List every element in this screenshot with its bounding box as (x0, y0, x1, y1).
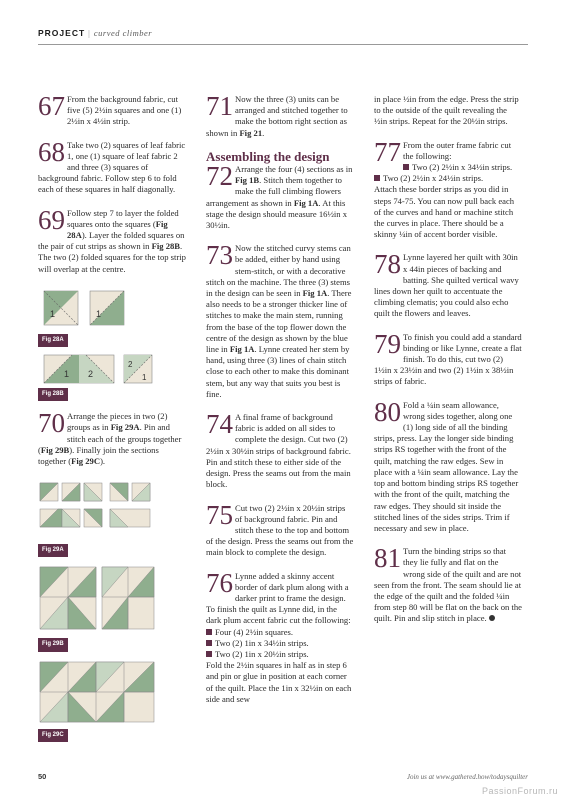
fig-29a-label: Fig 29A (38, 544, 68, 557)
header-separator: | (88, 28, 91, 38)
fig-28b-num: 1 (64, 369, 70, 380)
step-text: Now the stitched curvy stems can be added, either by hand using stem-stitch, or with a decorative stitch on the machine. The three (3) stems in the design can be seen in Fig 1A. There also needs to be a stronger thicker line of stitches to make the main stem, running from the base of the top flower down the centre of the design as shown by the blue line in Fig 1A. Lynne created her stem by hand, using three (3) lines of chain stitch close to each other to make this dominant stem, but any way that suits you best is fine. (206, 243, 352, 399)
step-text-continued: Attach these border strips as you did in steps 74-75. You can now pull back each of the curves and hand or machine stitch the curves in place. There should be a skinny ¼in of accent border visible. (374, 184, 515, 240)
fig-28b-num: 2 (128, 360, 133, 370)
step-number: 81 (374, 543, 401, 574)
list-item: Two (2) 1in x 20½in strips. (206, 649, 354, 660)
step-number: 79 (374, 328, 401, 359)
section-heading: Assembling the design (206, 148, 330, 164)
step-number: 71 (206, 91, 233, 121)
step-77 (374, 136, 522, 241)
list-item: Two (2) 1in x 34½in strips. (206, 638, 354, 649)
step-72 (206, 161, 354, 231)
bullet-square-icon (206, 651, 212, 657)
step-text: Take two (2) squares of leaf fabric 1, one (1) square of leaf fabric 2 and three (3) squares of background fabric. Follow step 6 to fold each of these squares in half diagonally. (38, 139, 186, 195)
step-text: Arrange the four (4) sections as in Fig 1B. Stitch them together to make the full climbing flowers arrangement as shown in Fig 1A. At this stage the design should measure 16½in x 30½in. (206, 164, 353, 231)
step-73 (206, 240, 354, 400)
fig-28b-diagram (38, 353, 158, 385)
list-item: Two (2) 2½in x 34½in strips. (374, 162, 522, 173)
fig-28a-label: Fig 28A (38, 334, 68, 347)
step-76-continued (374, 94, 522, 128)
step-number: 78 (374, 249, 401, 280)
step-70 (38, 408, 186, 467)
column-1 (38, 91, 186, 748)
fig-28b-num: 2 (88, 369, 94, 380)
step-74 (206, 409, 354, 490)
step-text: Arrange the pieces in two (2) groups as in Fig 29A. Pin and stitch each of the groups together (Fig 29B). Finally join the sections together (Fig 29C). (38, 411, 182, 467)
fig-29c-diagram (38, 658, 158, 726)
step-text: From the background fabric, cut five (5) 2½in squares and one (1) 2½in x 4½in strip. (67, 94, 182, 127)
page-number: 50 (38, 772, 47, 781)
step-number: 73 (206, 240, 233, 271)
step-75 (206, 499, 354, 559)
step-number: 77 (374, 136, 401, 167)
end-mark-icon (489, 615, 495, 621)
step-text: in place ½in from the edge. Press the strip to the outside of the quilt revealing the ½in strips. Repeat for the 20½in strips. (374, 94, 519, 127)
list-item: Four (4) 2½in squares. (206, 627, 354, 638)
step-text: From the outer frame fabric cut the following: (403, 139, 512, 161)
step-number: 74 (206, 409, 233, 440)
step-68 (38, 136, 186, 196)
step-text: Turn the binding strips so that they lie fully and flat on the wrong side of the quilt and are not seen from the front. The seam should lie at the edge of the quilt and the folded ¼in from step 80 will be flat on the back on the quilt. Pin and slip stitch in place. (374, 546, 522, 624)
step-text-continued: Fold the 2½in squares in half as in step 6 and pin or glue in position at each corner of the quilt. Place the 1in x 32½in on each side and sew (206, 660, 352, 704)
figure-29b (38, 563, 186, 651)
fig-29b-diagram (38, 563, 158, 635)
fig-29a-diagram (38, 479, 158, 541)
step-number: 76 (206, 567, 233, 598)
list-item: Two (2) 2½in x 24½in strips. (374, 173, 522, 184)
step-80 (374, 396, 522, 534)
fig-28a-num: 1 (50, 308, 56, 319)
figure-28b (38, 353, 186, 401)
step-number: 68 (38, 136, 65, 167)
fig-29b-label: Fig 29B (38, 638, 68, 651)
step-71 (206, 91, 354, 139)
step-number: 69 (38, 204, 65, 235)
step-text: Lynne layered her quilt with 30in x 44in pieces of backing and batting. She quilted vertical wavy lines down her quilt to accentuate the climbing clematis; you could also echo quilt the flowers and leaves. (374, 252, 519, 319)
step-text: Lynne added a skinny accent border of dark plum along with a darker print to frame the design. To finish the quilt as Lynne did, in the dark plum accent fabric cut the following: (206, 570, 351, 626)
step-text: Fold a ¼in seam allowance, wrong sides together, along one (1) long side of all the binding strips, press. Lay the longer side binding strips RS together with the front of the quilt, matching the raw edges. Sew in place with a ¼in seam allowance. Lay the top and bottom binding strips RS together with the front of the quilt, matching the raw edges. They should sit inside the stitched lines of the sides strips. Trim if necessary and sew in place. (374, 399, 519, 533)
step-number: 72 (206, 161, 233, 192)
bullet-square-icon (206, 640, 212, 646)
step-text: Cut two (2) 2½in x 20½in strips of background fabric. Pin and stitch these to the top and bottom of the design. Press the seams out from the main block to complete the design. (206, 502, 354, 558)
step-76 (206, 567, 354, 705)
figure-29a (38, 479, 186, 557)
column-3 (374, 94, 522, 637)
step-81 (374, 543, 522, 624)
step-text: Follow step 7 to layer the folded squares onto the squares (Fig 28A). Layer the folded squares on the pair of cut strips as shown in Fig 28B. The two (2) folded squares for the top strip will overlap at the centre. (38, 207, 186, 274)
section-label: PROJECT (38, 28, 86, 38)
fig-28a-num: 1 (96, 308, 102, 319)
fig-28b-label: Fig 28B (38, 388, 68, 401)
step-67 (38, 91, 186, 128)
figure-28a (38, 287, 186, 347)
watermark: PassionForum.ru (481, 786, 558, 796)
step-79 (374, 328, 522, 388)
step-number: 70 (38, 408, 65, 439)
step-number: 67 (38, 91, 65, 121)
running-header (38, 28, 152, 38)
step-number: 80 (374, 396, 401, 427)
footer-link[interactable]: Join us at www.gathered.how/todaysquilter (406, 773, 528, 781)
fig-28b-num: 1 (142, 373, 147, 383)
fig-29c-label: Fig 29C (38, 729, 68, 742)
step-text: Now the three (3) units can be arranged and stitched together to make the bottom right section as shown in Fig 21. (206, 94, 348, 138)
bullet-square-icon (374, 175, 380, 181)
step-69 (38, 204, 186, 275)
fig-28a-diagram (38, 287, 158, 331)
figure-29c (38, 658, 186, 742)
bullet-square-icon (206, 629, 212, 635)
step-78 (374, 249, 522, 319)
step-text: To finish you could add a standard binding or like Lynne, create a flat finish. To do this, cut two (2) 1½in x 23½in and two (2) 1½in x 38½in strips of fabric. (374, 331, 522, 387)
bullet-square-icon (403, 164, 409, 170)
step-number: 75 (206, 499, 233, 530)
project-title: curved climber (93, 28, 153, 38)
step-text: A final frame of background fabric is added on all sides to complete the design. Cut two (2) 2½in x 30½in strips of background fabric. Pin and stitch these to either side of the design. Press the seams out from the main block. (206, 412, 351, 490)
header-rule (38, 44, 528, 45)
column-2 (206, 91, 354, 717)
